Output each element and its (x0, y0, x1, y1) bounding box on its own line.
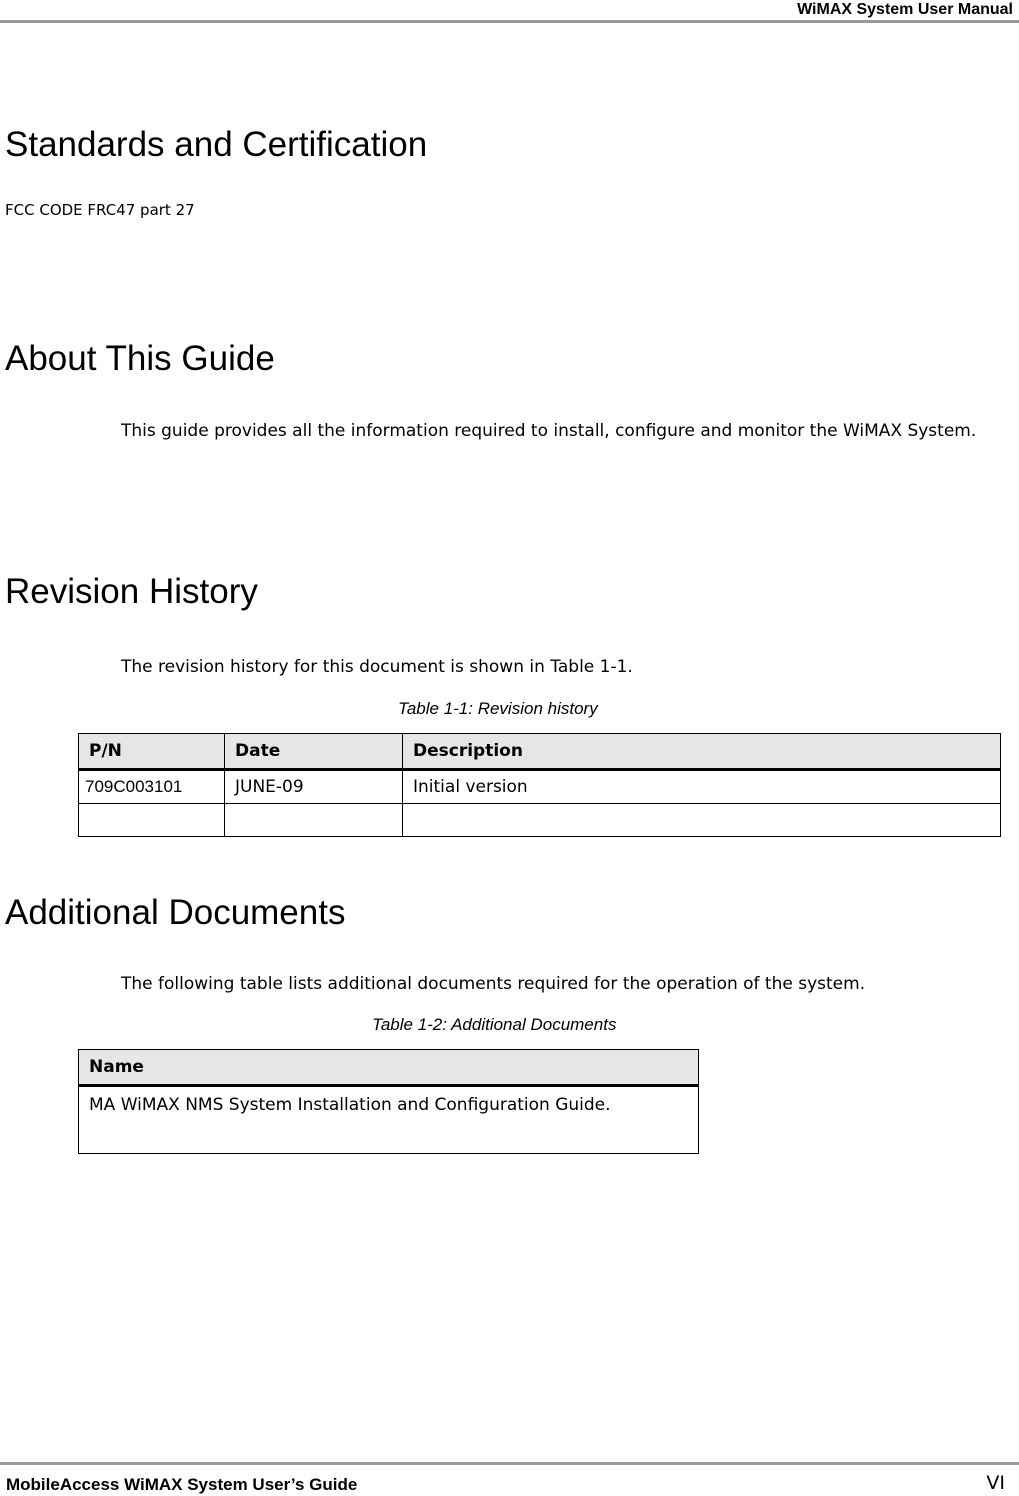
cell-date (225, 804, 403, 837)
header-manual-title: WiMAX System User Manual (797, 1, 1013, 18)
about-heading: About This Guide (5, 339, 275, 378)
table-row (79, 770, 1001, 804)
footer-guide-title: MobileAccess WiMAX System User’s Guide (6, 1475, 358, 1494)
revision-table-caption: Table 1-1: Revision history (398, 699, 598, 718)
additional-heading: Additional Documents (5, 893, 346, 932)
header-divider (0, 20, 1019, 23)
additional-table-caption: Table 1-2: Additional Documents (372, 1015, 617, 1034)
additional-text: The following table lists additional documents required for the operation of the system. (121, 974, 866, 994)
cell-date: JUNE-09 (225, 770, 403, 804)
standards-heading: Standards and Certification (5, 125, 428, 164)
page-number: VI (986, 1472, 1005, 1494)
column-header-pn: P/N (79, 734, 225, 770)
standards-text: FCC CODE FRC47 part 27 (5, 201, 195, 219)
revision-heading: Revision History (5, 572, 258, 611)
cell-name: MA WiMAX NMS System Installation and Configuration Guide. (79, 1086, 699, 1154)
table-row (79, 1086, 699, 1154)
revision-table-header-row (79, 734, 1001, 770)
additional-documents-table (78, 1049, 699, 1154)
revision-table (78, 733, 1001, 837)
revision-text: The revision history for this document is shown in Table 1-1. (121, 657, 633, 677)
table-row (79, 804, 1001, 837)
footer-divider (0, 1462, 1019, 1465)
column-header-description: Description (403, 734, 1001, 770)
additional-table-header-row (79, 1050, 699, 1086)
cell-pn: 709C003101 (79, 770, 225, 804)
cell-description: Initial version (403, 770, 1001, 804)
column-header-name: Name (79, 1050, 699, 1086)
cell-description (403, 804, 1001, 837)
about-text: This guide provides all the information required to install, configure and monitor the WiMAX System. (121, 421, 977, 441)
column-header-date: Date (225, 734, 403, 770)
cell-pn (79, 804, 225, 837)
